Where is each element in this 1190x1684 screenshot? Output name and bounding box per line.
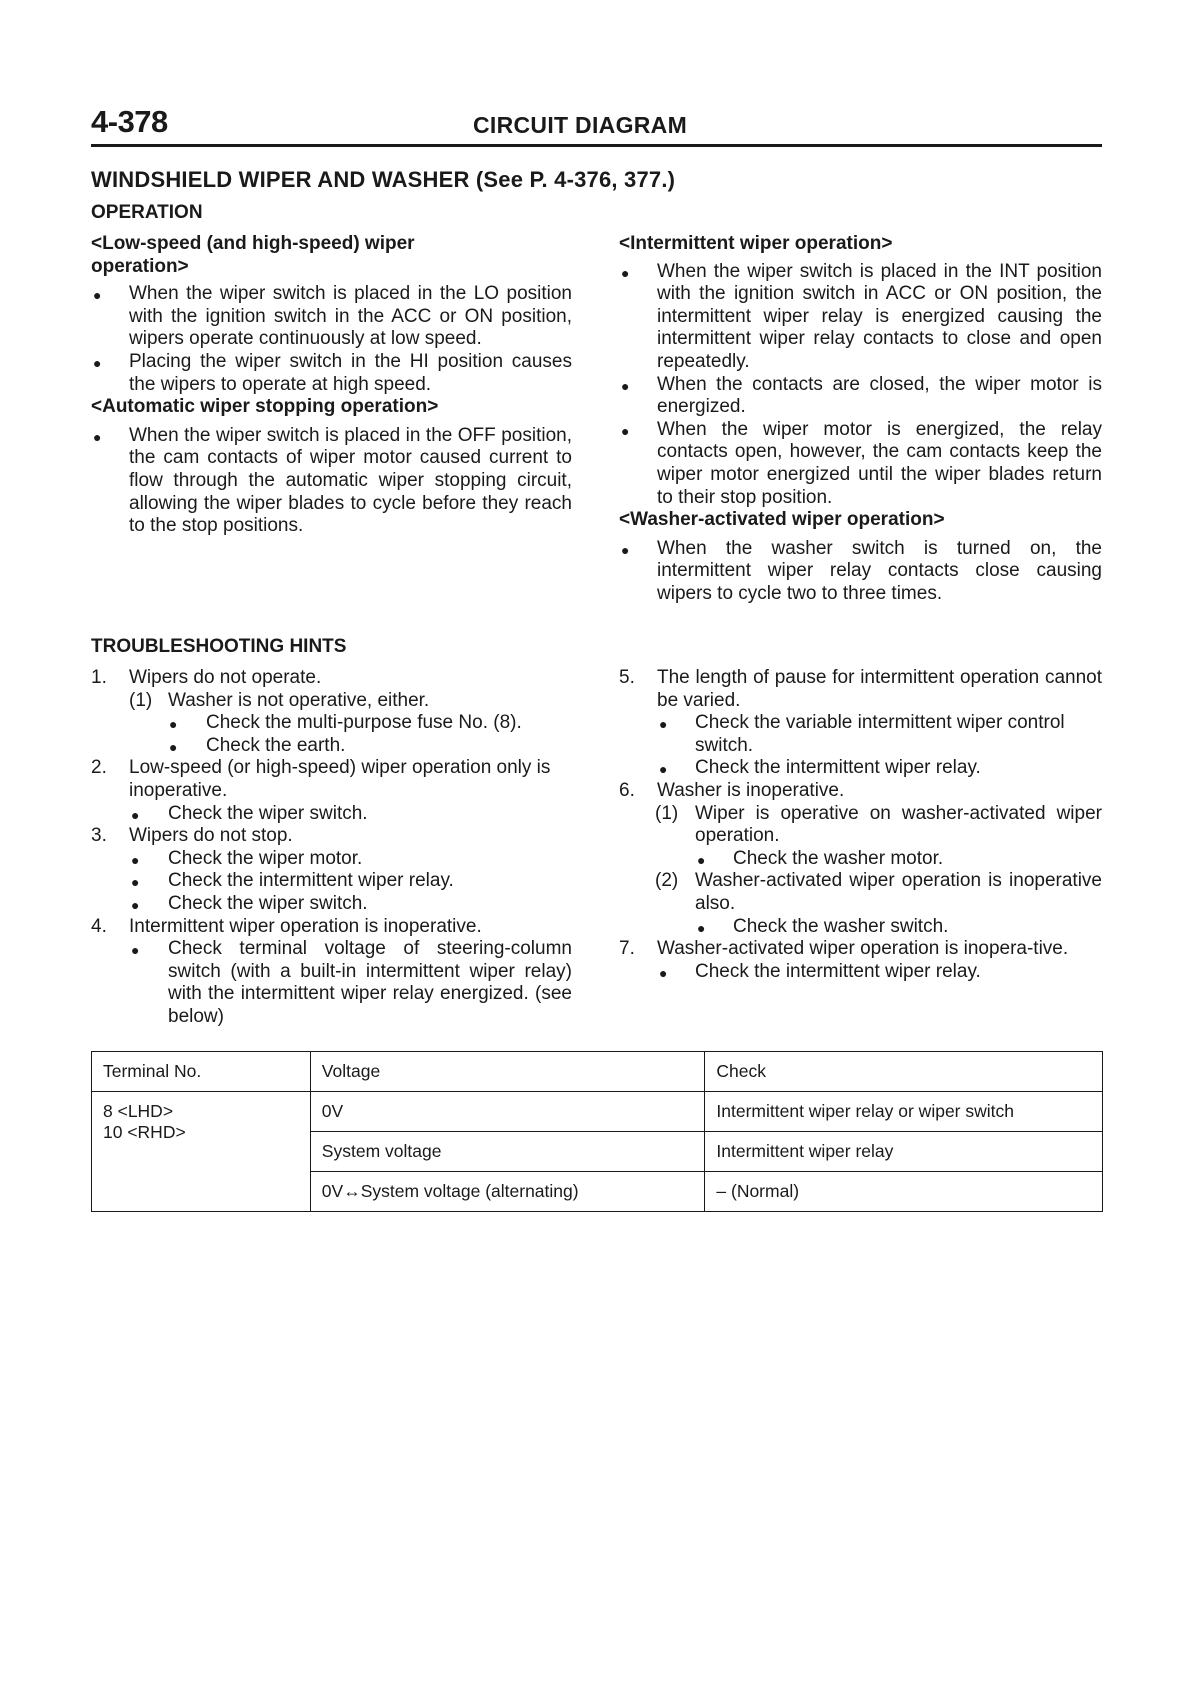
table-header-cell: Voltage	[310, 1052, 705, 1092]
list-item: ● Check the washer motor.	[619, 848, 1102, 871]
bullet-icon: ●	[131, 942, 140, 959]
list-item: (1) Wiper is operative on washer-activated wiper operation.	[655, 802, 1102, 847]
check-cell: – (Normal)	[705, 1172, 1103, 1212]
voltage-cell: 0V↔System voltage (alternating)	[310, 1172, 705, 1212]
table-header-row	[92, 1052, 1103, 1092]
list-item: ● Placing the wiper switch in the HI position causes the wipers to operate at high speed.	[93, 350, 572, 395]
operation-heading: OPERATION	[91, 202, 203, 223]
table-header-cell: Check	[705, 1052, 1103, 1092]
bullet-icon: ●	[131, 874, 140, 891]
list-item: ● When the wiper motor is energized, the relay contacts open, however, the cam contacts keep the wiper motor energized until the wiper blades return to their stop position.	[621, 418, 1102, 508]
list-item: ● Check the multi-purpose fuse No. (8).	[91, 712, 572, 735]
list-item: 5. The length of pause for intermittent operation cannot be varied.	[619, 667, 1102, 711]
list-item: ● When the wiper switch is placed in the INT position with the ignition switch in ACC or ON position, the intermittent wiper relay is energized causing the intermittent wiper relay contacts to close and open repeatedly.	[621, 260, 1102, 372]
list-item: ● Check the earth.	[91, 735, 572, 758]
list-item: ● Check the intermittent wiper relay.	[619, 961, 1102, 984]
list-item: ● When the contacts are closed, the wiper motor is energized.	[621, 373, 1102, 418]
bullet-icon: ●	[659, 716, 668, 733]
washer-activated-heading: <Washer-activated wiper operation>	[619, 509, 945, 531]
bullet-icon: ●	[621, 264, 630, 281]
voltage-cell: 0V	[310, 1092, 705, 1132]
check-cell: Intermittent wiper relay or wiper switch	[705, 1092, 1103, 1132]
low-speed-heading: <Low-speed (and high-speed) wiper	[91, 233, 415, 254]
page-title: CIRCUIT DIAGRAM	[473, 112, 688, 138]
list-item: ● Check the wiper switch.	[91, 803, 572, 826]
bullet-icon: ●	[621, 541, 630, 558]
list-item: ● Check the wiper switch.	[91, 893, 572, 916]
table-row	[92, 1092, 1103, 1132]
intermittent-heading: <Intermittent wiper operation>	[619, 233, 893, 254]
list-item: ● Check terminal voltage of steering-column switch (with a built-in intermittent wiper relay) with the intermittent wiper relay energized. (see below)	[131, 938, 572, 1027]
operation-right-column	[619, 233, 1102, 606]
page-header	[91, 104, 1102, 147]
bullet-icon: ●	[93, 287, 102, 304]
troubleshooting-left-column	[91, 667, 572, 1029]
bullet-icon: ●	[659, 761, 668, 778]
list-item: 7. Washer-activated wiper operation is inopera-tive.	[619, 938, 1069, 960]
troubleshooting-right-column	[619, 667, 1102, 983]
list-item: 1. Wipers do not operate.	[91, 667, 322, 688]
bullet-icon: ●	[697, 851, 706, 868]
auto-stop-heading: <Automatic wiper stopping operation>	[91, 396, 439, 418]
section-title: WINDSHIELD WIPER AND WASHER (See P. 4-376, 377.)	[91, 167, 676, 192]
bullet-icon: ●	[131, 851, 140, 868]
list-item: ● Check the washer switch.	[619, 916, 1102, 939]
terminal-voltage-table	[91, 1051, 1103, 1212]
bullet-icon: ●	[131, 896, 140, 913]
bullet-icon: ●	[659, 964, 668, 981]
list-item: (2) Washer-activated wiper operation is inoperative also.	[655, 870, 1102, 914]
list-item: ● Check the intermittent wiper relay.	[619, 757, 1102, 780]
list-item: ● Check the variable intermittent wiper control switch.	[659, 712, 1065, 756]
bullet-icon: ●	[169, 716, 178, 733]
bullet-icon: ●	[93, 354, 102, 371]
terminal-number-cell	[92, 1092, 311, 1212]
bullet-icon: ●	[93, 428, 102, 445]
list-item: 4. Intermittent wiper operation is inoperative.	[91, 915, 482, 937]
terminal-rhd: 10 <RHD>	[103, 1122, 186, 1142]
list-item: 2. Low-speed (or high-speed) wiper operation only is inoperative.	[91, 757, 551, 801]
troubleshooting-heading: TROUBLESHOOTING HINTS	[91, 636, 347, 657]
list-item: ● Check the intermittent wiper relay.	[91, 870, 572, 893]
list-item: ● When the wiper switch is placed in the OFF position, the cam contacts of wiper motor caused current to flow through the automatic wiper stopping circuit, allowing the wiper blades to cycle before they reach to the stop positions.	[93, 424, 572, 537]
list-item: ● Check the wiper motor.	[91, 848, 572, 871]
list-item: 6. Washer is inoperative.	[619, 779, 845, 801]
table-header-cell: Terminal No.	[92, 1052, 311, 1092]
bullet-icon: ●	[621, 422, 630, 439]
list-item: ● When the wiper switch is placed in the LO position with the ignition switch in the ACC or ON position, wipers operate continuously at low speed.	[93, 283, 572, 350]
operation-left-column	[91, 233, 572, 538]
low-speed-heading-cont: operation>	[91, 255, 189, 277]
bullet-icon: ●	[131, 806, 140, 823]
list-item: 3. Wipers do not stop.	[91, 825, 293, 847]
bullet-icon: ●	[621, 377, 630, 394]
check-cell: Intermittent wiper relay	[705, 1132, 1103, 1172]
page-number: 4-378	[91, 104, 168, 139]
terminal-lhd: 8 <LHD>	[103, 1101, 174, 1121]
list-item: (1) Washer is not operative, either.	[129, 689, 430, 711]
bullet-icon: ●	[169, 738, 178, 755]
voltage-cell: System voltage	[310, 1132, 705, 1172]
bullet-icon: ●	[697, 919, 706, 936]
list-item: ● When the washer switch is turned on, the intermittent wiper relay contacts close causing wipers to cycle two to three times.	[621, 537, 1102, 604]
